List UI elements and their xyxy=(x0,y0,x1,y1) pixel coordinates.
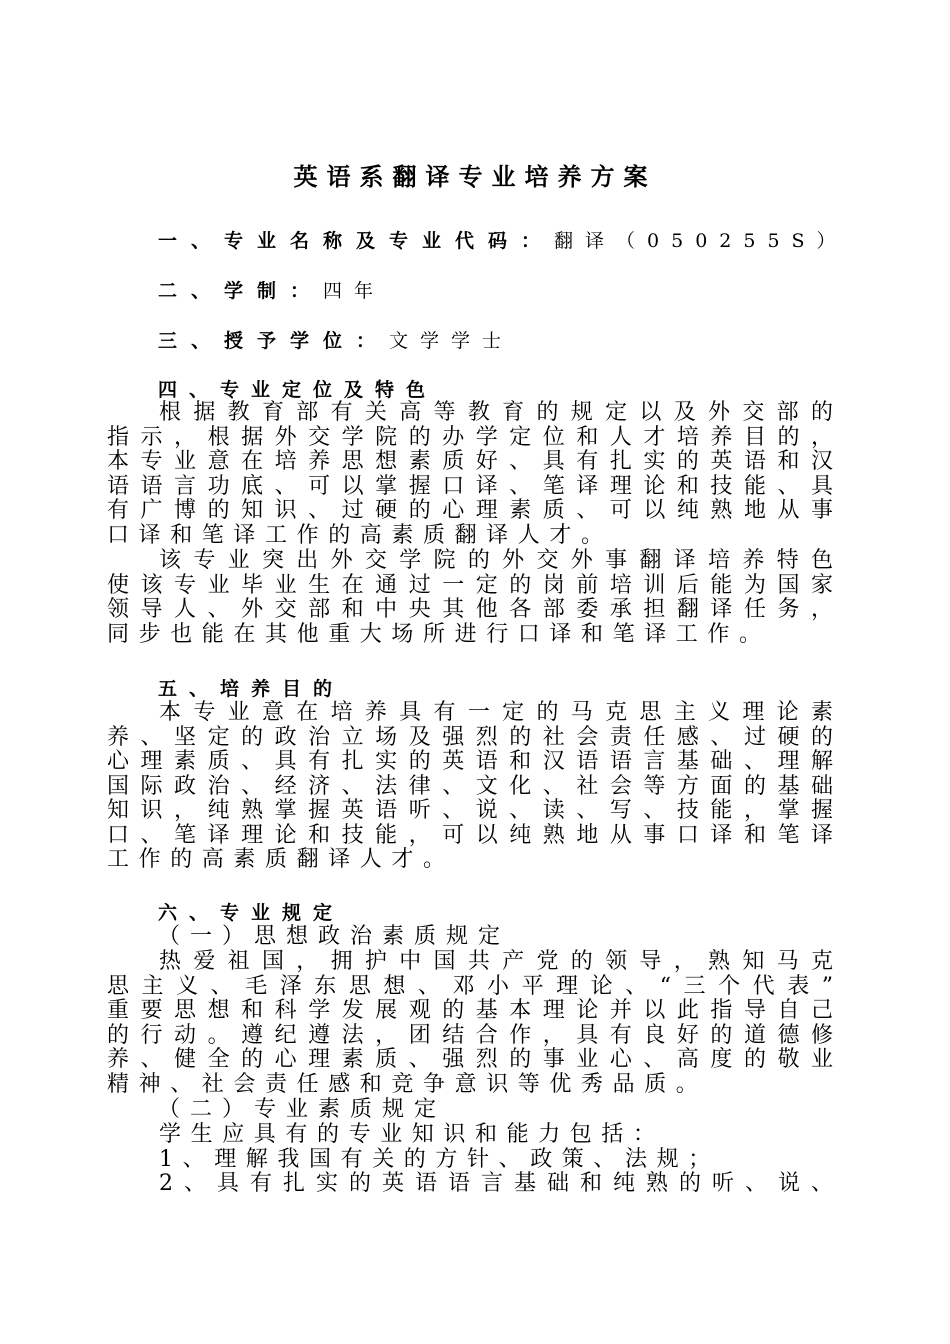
text-line: 热爱祖国，拥护中国共产党的领导，熟知马克 xyxy=(159,949,833,974)
section-2-label: 二、学制： xyxy=(158,280,324,302)
section-1-label: 一、专业名称及专业代码： xyxy=(158,230,555,252)
text-line: 精神、社会责任感和竞争意识等优秀品质。 xyxy=(107,1071,708,1097)
text-line: 心理素质、具有扎实的英语和汉语语言基础、理解 xyxy=(107,749,833,774)
section-1-heading xyxy=(158,229,848,253)
section-1-value: 翻译（050255S） xyxy=(554,230,848,252)
section-3-heading xyxy=(158,329,513,353)
section-6-subheading-1: （一）思想政治素质规定 xyxy=(158,924,511,949)
text-line: 2、具有扎实的英语语言基础和纯熟的听、说、 xyxy=(159,1171,833,1196)
section-4-paragraph-1 xyxy=(107,401,833,548)
text-line: 同步也能在其他重大场所进行口译和笔译工作。 xyxy=(107,621,771,647)
section-6-paragraph-2 xyxy=(107,1123,833,1197)
section-5-heading: 五、培养目的 xyxy=(158,678,345,700)
section-4-heading: 四、专业定位及特色 xyxy=(158,379,438,401)
text-line: 思主义、毛泽东思想、邓小平理论、“三个代表” xyxy=(107,973,833,999)
text-line: 指示，根据外交学院的办学定位和人才培养目的， xyxy=(107,424,833,450)
text-line: 知识，纯熟掌握英语听、说、读、写、技能，掌握 xyxy=(107,798,833,823)
section-2-value: 四年 xyxy=(323,280,386,302)
text-line: 1、理解我国有关的方针、政策、法规； xyxy=(159,1146,720,1172)
text-line: 工作的高素质翻译人才。 xyxy=(107,847,455,872)
text-line: 口译和笔译工作的高素质翻译人才。 xyxy=(107,522,613,548)
section-3-label: 三、授予学位： xyxy=(158,330,390,352)
text-line: 领导人、外交部和中央其他各部委承担翻译任务， xyxy=(107,597,833,622)
section-5-paragraph-1 xyxy=(107,701,833,873)
text-line: 语语言功底、可以掌握口译、笔译理论和技能、具 xyxy=(107,473,833,499)
text-line: 口、笔译理论和技能，可以纯熟地从事口译和笔译 xyxy=(107,822,833,848)
section-2-heading xyxy=(158,279,385,303)
text-line: 根据教育部有关高等教育的规定以及外交部的 xyxy=(159,400,833,425)
text-line: 养、坚定的政治立场及强烈的社会责任感、过硬的 xyxy=(107,724,833,750)
section-6-heading: 六、专业规定 xyxy=(158,902,345,924)
text-line: 的行动。遵纪遵法，团结合作，具有良好的道德修 xyxy=(107,1022,833,1048)
text-line: 国际政治、经济、法律、文化、社会等方面的基础 xyxy=(107,773,833,799)
text-line: 学生应具有的专业知识和能力包括： xyxy=(159,1122,665,1147)
document-title: 英语系翻译专业培养方案 xyxy=(293,162,657,191)
section-3-value: 文学学士 xyxy=(389,330,514,352)
section-6-paragraph-1 xyxy=(107,950,833,1097)
text-line: 重要思想和科学发展观的基本理论并以此指导自己 xyxy=(107,998,833,1023)
section-6-subheading-2: （二）专业素质规定 xyxy=(158,1097,447,1122)
section-4-paragraph-2 xyxy=(107,549,833,647)
text-line: 本专业意在培养具有一定的马克思主义理论素 xyxy=(159,700,833,725)
text-line: 有广博的知识、过硬的心理素质、可以纯熟地从事 xyxy=(107,498,833,523)
text-line: 养、健全的心理素质、强烈的事业心、高度的敬业 xyxy=(107,1047,833,1072)
text-line: 该专业突出外交学院的外交外事翻译培养特色 xyxy=(159,548,833,573)
text-line: 本专业意在培养思想素质好、具有扎实的英语和汉 xyxy=(107,449,833,474)
text-line: 使该专业毕业生在通过一定的岗前培训后能为国家 xyxy=(107,572,833,598)
